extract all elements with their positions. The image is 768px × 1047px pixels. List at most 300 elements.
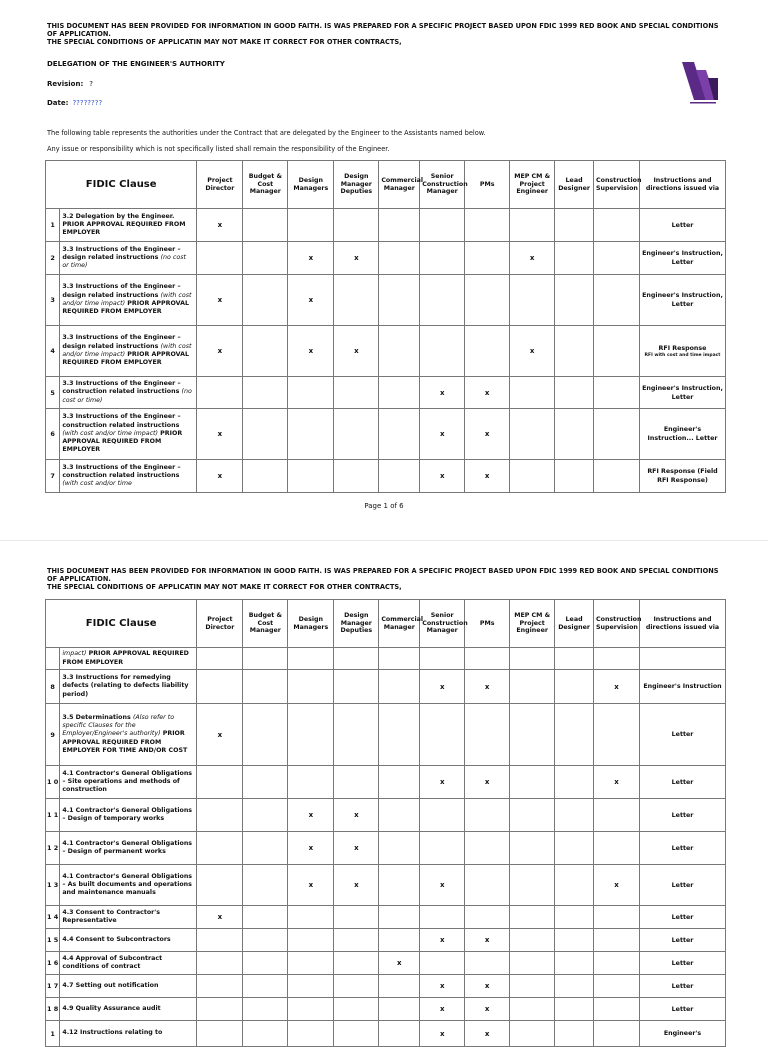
empty-cell	[288, 998, 334, 1021]
instruction-method	[640, 242, 726, 275]
empty-cell	[197, 242, 243, 275]
table-header-row	[46, 161, 726, 209]
empty-cell	[465, 865, 510, 906]
delegation-mark: x	[197, 906, 243, 929]
instruction-text: Letter	[671, 959, 694, 967]
empty-cell	[379, 929, 420, 952]
delegation-mark: x	[420, 975, 465, 998]
col-header-pms: PMs	[465, 600, 510, 648]
row-number: 1 2	[46, 832, 60, 865]
empty-cell	[379, 766, 420, 799]
clause-text: 4.1 Contractor's General Obligations – Design of permanent works	[62, 839, 193, 855]
clause-text: 3.3 Instructions of the Engineer – design related instructions	[62, 334, 181, 350]
empty-cell	[510, 952, 555, 975]
empty-cell	[243, 952, 288, 975]
row-number: 1 4	[46, 906, 60, 929]
empty-cell	[334, 1021, 379, 1047]
empty-cell	[288, 929, 334, 952]
instruction-text: Engineer's Instruction, Letter	[642, 292, 723, 308]
empty-cell	[594, 1021, 640, 1047]
col-header-mep-cm: MEP CM & Project Engineer	[510, 600, 555, 648]
clause-italic-note: (no cost or time)	[62, 388, 192, 404]
empty-cell	[197, 766, 243, 799]
empty-cell	[420, 326, 465, 377]
table-row	[46, 409, 726, 460]
empty-cell	[197, 865, 243, 906]
empty-cell	[379, 799, 420, 832]
empty-cell	[420, 648, 465, 670]
clause-cell	[60, 952, 197, 975]
table-row	[46, 377, 726, 409]
empty-cell	[510, 275, 555, 326]
instruction-text: Letter	[671, 913, 694, 921]
empty-cell	[288, 704, 334, 766]
disclaimer	[47, 22, 727, 46]
instruction-text: RFI Response (Field RFI Response)	[647, 468, 718, 484]
clause-text: 3.2 Delegation by the Engineer. PRIOR APPROVAL REQUIRED FROM EMPLOYER	[62, 212, 186, 237]
document-page-2	[0, 540, 768, 1038]
delegation-mark: x	[465, 998, 510, 1021]
empty-cell	[465, 209, 510, 242]
clause-text: 3.3 Instructions of the Engineer – construction related instructions	[62, 380, 181, 396]
empty-cell	[243, 670, 288, 704]
empty-cell	[379, 648, 420, 670]
empty-cell	[197, 799, 243, 832]
empty-cell	[510, 865, 555, 906]
instruction-method	[640, 906, 726, 929]
instruction-method	[640, 377, 726, 409]
empty-cell	[197, 975, 243, 998]
empty-cell	[197, 1021, 243, 1047]
clause-cell	[60, 865, 197, 906]
empty-cell	[288, 975, 334, 998]
empty-cell	[510, 929, 555, 952]
table-row	[46, 929, 726, 952]
empty-cell	[555, 865, 594, 906]
table-row	[46, 326, 726, 377]
empty-cell	[594, 209, 640, 242]
empty-cell	[420, 832, 465, 865]
table-row	[46, 242, 726, 275]
col-header-construction-supervision: Construction Supervision	[594, 600, 640, 648]
instruction-text: Letter	[671, 844, 694, 852]
row-number: 1 0	[46, 766, 60, 799]
delegation-mark: x	[420, 1021, 465, 1047]
clause-cell	[60, 704, 197, 766]
empty-cell	[510, 906, 555, 929]
table-row	[46, 275, 726, 326]
instruction-subnote: RFI with cost and time impact	[644, 353, 721, 358]
instruction-method	[640, 766, 726, 799]
row-number: 3	[46, 275, 60, 326]
instruction-text: Engineer's Instruction, Letter	[642, 250, 723, 266]
empty-cell	[594, 998, 640, 1021]
empty-cell	[334, 670, 379, 704]
row-number: 4	[46, 326, 60, 377]
col-header-instructions-via: Instructions and directions issued via	[640, 161, 726, 209]
table-row	[46, 460, 726, 493]
table-body-page-1	[46, 209, 726, 493]
empty-cell	[379, 242, 420, 275]
delegation-mark: x	[420, 670, 465, 704]
empty-cell	[555, 766, 594, 799]
clause-cell	[60, 460, 197, 493]
instruction-text: Letter	[671, 731, 694, 738]
table-row	[46, 704, 726, 766]
empty-cell	[510, 975, 555, 998]
clause-text: 4.1 Contractor's General Obligations – As built documents and operations and maintenance manuals	[62, 872, 193, 897]
empty-cell	[510, 377, 555, 409]
instruction-method	[640, 952, 726, 975]
delegation-mark: x	[465, 1021, 510, 1047]
revision-value: ?	[89, 80, 93, 88]
col-header-design-managers: Design Managers	[288, 161, 334, 209]
delegation-mark: x	[465, 377, 510, 409]
clause-cell	[60, 799, 197, 832]
delegation-mark: x	[288, 242, 334, 275]
revision-line	[47, 80, 93, 88]
empty-cell	[555, 952, 594, 975]
empty-cell	[594, 242, 640, 275]
empty-cell	[594, 832, 640, 865]
clause-italic-note: (with cost and/or time	[62, 480, 132, 488]
empty-cell	[555, 377, 594, 409]
delegation-mark: x	[288, 326, 334, 377]
delegation-mark: x	[288, 832, 334, 865]
empty-cell	[288, 377, 334, 409]
empty-cell	[334, 460, 379, 493]
clause-text: 3.3 Instructions of the Engineer – design related instructions	[62, 283, 181, 299]
empty-cell	[334, 998, 379, 1021]
disclaimer-line-1: THIS DOCUMENT HAS BEEN PROVIDED FOR INFORMATION IN GOOD FAITH. IS WAS PREPARED FOR A SPECIFIC PROJECT BASED UPON FDIC 1999 RED BOOK AND SPECIAL CONDITIONS OF APPLICATION.	[47, 567, 719, 583]
clause-text: 4.4 Consent to Subcontractors	[62, 935, 171, 943]
delegation-mark: x	[420, 865, 465, 906]
empty-cell	[334, 275, 379, 326]
empty-cell	[594, 326, 640, 377]
date-value-link[interactable]: ????????	[72, 99, 103, 107]
empty-cell	[334, 929, 379, 952]
table-body-page-2	[46, 648, 726, 1047]
delegation-mark: x	[197, 409, 243, 460]
delegation-mark: x	[594, 865, 640, 906]
row-number: 8	[46, 670, 60, 704]
empty-cell	[334, 952, 379, 975]
empty-cell	[379, 460, 420, 493]
empty-cell	[510, 766, 555, 799]
empty-cell	[555, 929, 594, 952]
empty-cell	[555, 799, 594, 832]
document-title: DELEGATION OF THE ENGINEER'S AUTHORITY	[47, 60, 225, 68]
empty-cell	[555, 975, 594, 998]
empty-cell	[465, 648, 510, 670]
empty-cell	[555, 242, 594, 275]
empty-cell	[420, 242, 465, 275]
instruction-text: Letter	[671, 778, 694, 786]
instruction-text: Letter	[671, 982, 694, 990]
disclaimer-line-2: THE SPECIAL CONDITIONS OF APPLICATIN MAY NOT MAKE IT CORRECT FOR OTHER CONTRACTS,	[47, 583, 402, 591]
table-row	[46, 832, 726, 865]
empty-cell	[243, 242, 288, 275]
empty-cell	[555, 704, 594, 766]
empty-cell	[420, 799, 465, 832]
delegation-mark: x	[197, 275, 243, 326]
col-header-project-director: Project Director	[197, 600, 243, 648]
empty-cell	[379, 998, 420, 1021]
empty-cell	[465, 242, 510, 275]
row-number: 1	[46, 1021, 60, 1047]
empty-cell	[510, 832, 555, 865]
empty-cell	[379, 409, 420, 460]
clause-cell	[60, 377, 197, 409]
delegation-mark: x	[334, 865, 379, 906]
clause-cell	[60, 670, 197, 704]
row-number: 1 3	[46, 865, 60, 906]
delegation-mark: x	[197, 209, 243, 242]
delegation-table-page-2	[45, 599, 726, 1047]
empty-cell	[243, 766, 288, 799]
clause-text: 4.1 Contractor's General Obligations – Site operations and methods of construction	[62, 769, 193, 794]
clause-cell	[60, 209, 197, 242]
instruction-text: Letter	[671, 811, 694, 819]
delegation-mark: x	[420, 766, 465, 799]
delegation-table-page-1	[45, 160, 726, 493]
clause-cell	[60, 242, 197, 275]
empty-cell	[288, 409, 334, 460]
table-row	[46, 670, 726, 704]
empty-cell	[594, 975, 640, 998]
empty-cell	[243, 648, 288, 670]
clause-text: 4.3 Consent to Contractor's Representative	[62, 908, 160, 924]
clause-italic-note: (with cost and/or time impact)	[62, 291, 192, 307]
clause-approval-note: PRIOR APPROVAL REQUIRED FROM EMPLOYER FOR TIME AND/OR COST	[62, 730, 188, 754]
delegation-mark: x	[465, 766, 510, 799]
empty-cell	[243, 906, 288, 929]
clause-text: 3.3 Instructions of the Engineer – design related instructions	[62, 245, 181, 261]
empty-cell	[288, 952, 334, 975]
disclaimer-line-1: THIS DOCUMENT HAS BEEN PROVIDED FOR INFORMATION IN GOOD FAITH. IS WAS PREPARED FOR A SPECIFIC PROJECT BASED UPON FDIC 1999 RED BOOK AND SPECIAL CONDITIONS OF APPLICATION.	[47, 22, 719, 38]
delegation-mark: x	[288, 865, 334, 906]
delegation-mark: x	[465, 409, 510, 460]
clause-cell	[60, 906, 197, 929]
empty-cell	[465, 952, 510, 975]
company-logo	[680, 60, 720, 106]
empty-cell	[555, 670, 594, 704]
instruction-text: Letter	[671, 221, 694, 229]
instruction-text: Engineer's	[663, 1030, 702, 1037]
clause-approval-note: PRIOR APPROVAL REQUIRED FROM EMPLOYER	[62, 429, 183, 454]
revision-label: Revision:	[47, 80, 84, 88]
row-number: 6	[46, 409, 60, 460]
instruction-method	[640, 460, 726, 493]
col-header-commercial-manager: Commercial Manager	[379, 161, 420, 209]
empty-cell	[197, 377, 243, 409]
clause-text: 4.9 Quality Assurance audit	[62, 1004, 161, 1012]
col-header-lead-designer: Lead Designer	[555, 161, 594, 209]
clause-cell	[60, 275, 197, 326]
clause-text: 3.3 Instructions for remedying defects (relating to defects liability period)	[62, 674, 189, 698]
empty-cell	[555, 1021, 594, 1047]
date-label: Date:	[47, 99, 69, 107]
empty-cell	[420, 704, 465, 766]
empty-cell	[594, 460, 640, 493]
empty-cell	[243, 409, 288, 460]
empty-cell	[243, 975, 288, 998]
empty-cell	[334, 377, 379, 409]
row-number: 5	[46, 377, 60, 409]
col-header-budget-cost-manager: Budget & Cost Manager	[243, 600, 288, 648]
delegation-mark: x	[465, 670, 510, 704]
clause-italic-note: (no cost or time)	[62, 253, 186, 270]
instruction-method	[640, 975, 726, 998]
table-row	[46, 799, 726, 832]
empty-cell	[197, 929, 243, 952]
empty-cell	[334, 409, 379, 460]
empty-cell	[555, 998, 594, 1021]
col-header-design-managers: Design Managers	[288, 600, 334, 648]
delegation-mark: x	[420, 929, 465, 952]
empty-cell	[555, 648, 594, 670]
instruction-text: Letter	[671, 1005, 694, 1013]
empty-cell	[379, 326, 420, 377]
empty-cell	[243, 275, 288, 326]
col-header-fidic-clause: FIDIC Clause	[46, 600, 197, 648]
empty-cell	[379, 377, 420, 409]
instruction-method	[640, 670, 726, 704]
instruction-method	[640, 799, 726, 832]
empty-cell	[379, 832, 420, 865]
empty-cell	[594, 952, 640, 975]
row-number: 1 7	[46, 975, 60, 998]
empty-cell	[555, 460, 594, 493]
delegation-mark: x	[334, 832, 379, 865]
empty-cell	[379, 975, 420, 998]
empty-cell	[288, 670, 334, 704]
table-header-row	[46, 600, 726, 648]
clause-cell	[60, 998, 197, 1021]
delegation-mark: x	[197, 704, 243, 766]
empty-cell	[594, 275, 640, 326]
empty-cell	[420, 209, 465, 242]
disclaimer-page-2	[47, 567, 727, 591]
empty-cell	[288, 648, 334, 670]
empty-cell	[243, 1021, 288, 1047]
col-header-construction-supervision: Construction Supervision	[594, 161, 640, 209]
delegation-mark: x	[334, 242, 379, 275]
table-row	[46, 998, 726, 1021]
col-header-fidic-clause: FIDIC Clause	[46, 161, 197, 209]
empty-cell	[243, 998, 288, 1021]
empty-cell	[510, 460, 555, 493]
empty-cell	[510, 704, 555, 766]
col-header-mep-cm: MEP CM & Project Engineer	[510, 161, 555, 209]
empty-cell	[594, 377, 640, 409]
delegation-mark: x	[420, 998, 465, 1021]
delegation-mark: x	[594, 766, 640, 799]
empty-cell	[379, 865, 420, 906]
col-header-pms: PMs	[465, 161, 510, 209]
empty-cell	[197, 648, 243, 670]
delegation-mark: x	[420, 409, 465, 460]
empty-cell	[510, 670, 555, 704]
empty-cell	[379, 1021, 420, 1047]
empty-cell	[243, 326, 288, 377]
empty-cell	[465, 275, 510, 326]
empty-cell	[594, 409, 640, 460]
empty-cell	[465, 906, 510, 929]
empty-cell	[379, 704, 420, 766]
instruction-method	[640, 865, 726, 906]
empty-cell	[288, 1021, 334, 1047]
empty-cell	[243, 704, 288, 766]
clause-approval-note: PRIOR APPROVAL REQUIRED FROM EMPLOYER	[62, 300, 189, 316]
col-header-project-director: Project Director	[197, 161, 243, 209]
empty-cell	[594, 704, 640, 766]
instruction-text: RFI Response	[658, 345, 707, 352]
empty-cell	[594, 799, 640, 832]
empty-cell	[465, 704, 510, 766]
empty-cell	[243, 832, 288, 865]
clause-text: 4.7 Setting out notification	[62, 981, 159, 989]
empty-cell	[288, 209, 334, 242]
row-number: 1 6	[46, 952, 60, 975]
clause-cell	[60, 409, 197, 460]
clause-approval-note: PRIOR APPROVAL REQUIRED FROM EMPLOYER	[62, 351, 189, 367]
clause-text: 3.5 Determinations	[62, 713, 131, 721]
disclaimer-line-2: THE SPECIAL CONDITIONS OF APPLICATIN MAY NOT MAKE IT CORRECT FOR OTHER CONTRACTS,	[47, 38, 402, 46]
empty-cell	[334, 209, 379, 242]
empty-cell	[379, 275, 420, 326]
instruction-method	[640, 275, 726, 326]
col-header-design-manager-deputies: Design Manager Deputies	[334, 600, 379, 648]
instruction-method	[640, 929, 726, 952]
row-number: 1 1	[46, 799, 60, 832]
instruction-text: Letter	[671, 936, 694, 944]
intro-line-2: Any issue or responsibility which is not specifically listed shall remain the responsibility of the Engineer.	[47, 145, 390, 153]
delegation-mark: x	[334, 326, 379, 377]
clause-italic-note: (Also refer to specific Clauses for the Employer/Engineer's authority)	[62, 713, 175, 738]
empty-cell	[243, 460, 288, 493]
delegation-mark: x	[334, 799, 379, 832]
empty-cell	[379, 670, 420, 704]
empty-cell	[334, 975, 379, 998]
empty-cell	[379, 209, 420, 242]
row-number: 1	[46, 209, 60, 242]
col-header-senior-construction-manager: Senior Construction Manager	[420, 600, 465, 648]
empty-cell	[420, 906, 465, 929]
instruction-text: Engineer's Instruction	[643, 683, 722, 690]
instruction-method	[640, 1021, 726, 1047]
clause-text: 4.1 Contractor's General Obligations – Design of temporary works	[62, 806, 193, 822]
empty-cell	[555, 906, 594, 929]
empty-cell	[243, 865, 288, 906]
empty-cell	[197, 952, 243, 975]
empty-cell	[288, 766, 334, 799]
instruction-method	[640, 326, 726, 377]
clause-cell	[60, 929, 197, 952]
empty-cell	[288, 460, 334, 493]
empty-cell	[243, 377, 288, 409]
delegation-mark: x	[465, 975, 510, 998]
instruction-method	[640, 648, 726, 670]
intro-line-1: The following table represents the authorities under the Contract that are delegated by the Engineer to the Assistants named below.	[47, 129, 486, 137]
empty-cell	[243, 209, 288, 242]
clause-cell	[60, 832, 197, 865]
empty-cell	[197, 832, 243, 865]
empty-cell	[510, 998, 555, 1021]
empty-cell	[334, 906, 379, 929]
row-number: 2	[46, 242, 60, 275]
table-row	[46, 766, 726, 799]
